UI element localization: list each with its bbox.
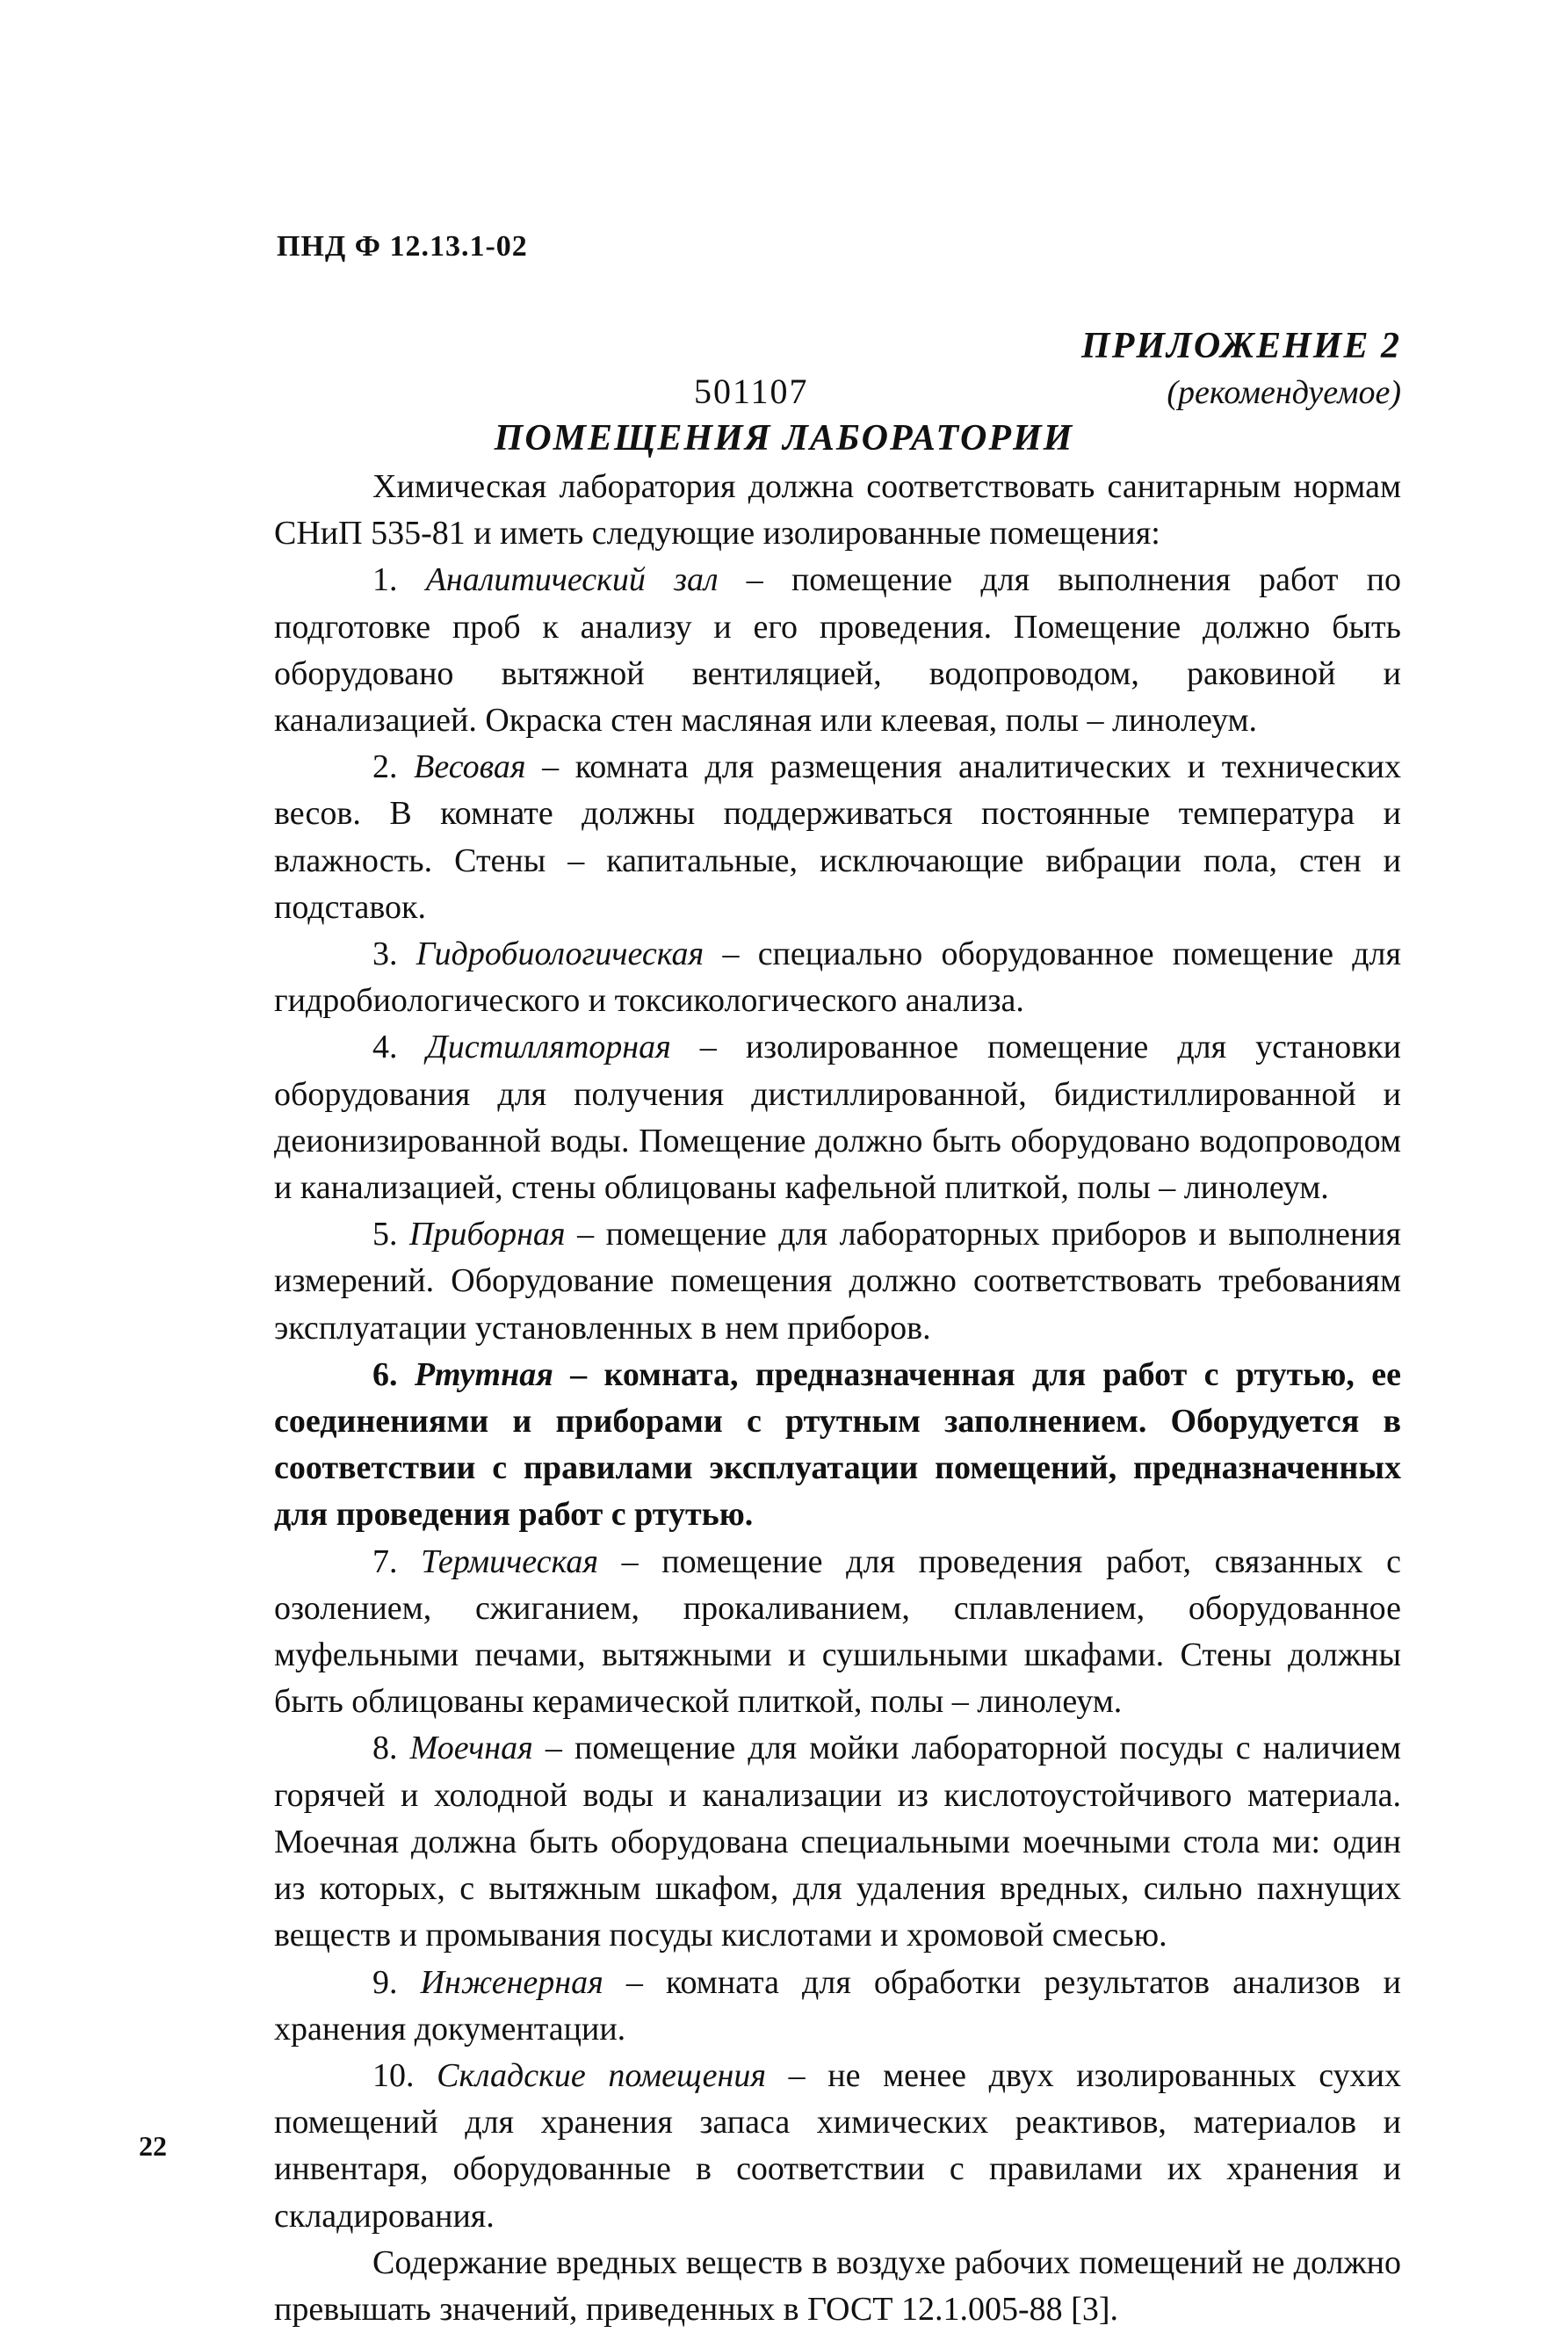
document-body: [274, 464, 1401, 2333]
room-item-3: [274, 931, 1401, 1024]
document-code: ПНД Ф 12.13.1-02: [277, 230, 528, 263]
room-description: – не менее двух изолированных сухих помещений для хранения запаса химических реактивов, материалов и инвентаря, оборудованные в соответствии с правилами их хранения и складирования.: [274, 2056, 1401, 2235]
room-description: – комната для размещения аналитических и технических весов. В комнате должны поддерживаться постоянные температура и влажность. Стены – капитальные, исключающие вибрации пола, стен и подставок.: [274, 748, 1401, 926]
appendix-title: ПРИЛОЖЕНИЕ 2: [1081, 326, 1401, 366]
room-item-5: [274, 1211, 1401, 1352]
room-description: – комната для обработки результатов анализов и хранения документации.: [274, 1963, 1402, 2048]
room-item-2: [274, 744, 1401, 931]
room-term: Весовая: [414, 748, 526, 786]
room-term: Приборная: [409, 1216, 566, 1253]
room-item-6: [274, 1352, 1401, 1539]
closing-paragraph: Содержание вредных веществ в воздухе рабочих помещений не должно превышать значений, приведенных в ГОСТ 12.1.005-88 [3].: [274, 2243, 1401, 2328]
room-description: – помещение для лабораторных приборов и выполнения измерений. Оборудование помещения должно соответствовать требованиям эксплуатации установленных в нем приборов.: [274, 1216, 1401, 1347]
intro-paragraph: Химическая лаборатория должна соответствовать санитарным нормам СНиП 535-81 и иметь следующие изолированные помещения:: [274, 468, 1401, 553]
room-number: 5.: [372, 1216, 398, 1253]
room-number: 10.: [372, 2056, 415, 2094]
room-item-7: [274, 1539, 1401, 1726]
room-number: 3.: [372, 935, 398, 973]
room-item-1: [274, 557, 1401, 744]
room-number: 9.: [372, 1963, 398, 2001]
section-title: ПОМЕЩЕНИЯ ЛАБОРАТОРИИ: [494, 418, 1074, 459]
room-description: – помещение для выполнения работ по подготовке проб к анализу и его проведения. Помещение должно быть оборудовано вытяжной вентиляцией, водопроводом, раковиной и канализацией. Окраска стен масляная или клеевая, полы – линолеум.: [274, 561, 1402, 740]
room-term: Инженерная: [420, 1963, 603, 2001]
page-number: 22: [139, 2130, 167, 2162]
room-number: 6.: [372, 1355, 398, 1393]
room-number: 8.: [372, 1730, 398, 1767]
room-term: Гидробиологическая: [415, 935, 705, 973]
room-number: 7.: [372, 1542, 398, 1580]
room-term: Ртутная: [414, 1355, 553, 1393]
room-description: – изолированное помещение для установки оборудования для получения дистиллированной, бидистиллированной и деионизированной воды. Помещение должно быть оборудовано водопроводом и канализацией, стены облицованы кафельной плиткой, полы – линолеум.: [274, 1029, 1402, 1207]
room-description: – помещение для мойки лабораторной посуды с наличием горячей и холодной воды и канализации из кислотоустойчивого материала. Моечная должна быть оборудована специальными моечными стола ми: один из которых, с вытяжным шкафом, для удаления вредных, сильно пахнущих веществ и промывания посуды кислотами и хромовой смесью.: [274, 1730, 1401, 1954]
room-number: 1.: [372, 561, 398, 599]
appendix-note: (рекомендуемое): [1167, 374, 1401, 411]
room-item-9: [274, 1960, 1401, 2053]
room-term: Дистилляторная: [426, 1029, 671, 1066]
room-term: Складские помещения: [437, 2056, 767, 2094]
room-number: 2.: [372, 748, 398, 786]
room-term: Термическая: [421, 1542, 598, 1580]
room-number: 4.: [372, 1029, 398, 1066]
document-number: 501107: [694, 372, 809, 411]
room-description: – помещение для проведения работ, связанных с озолением, сжиганием, прокаливанием, сплавлением, оборудованное муфельными печами, вытяжными и сушильными шкафами. Стены должны быть облицованы керамической плиткой, полы – линолеум.: [274, 1542, 1401, 1721]
room-item-8: [274, 1725, 1401, 1959]
room-term: Аналитический зал: [425, 561, 719, 599]
room-item-10: [274, 2053, 1401, 2240]
room-item-4: [274, 1024, 1401, 1211]
room-term: Моечная: [409, 1730, 533, 1767]
room-description: – специально оборудованное помещение для гидробиологического и токсикологического анализа.: [274, 935, 1401, 1020]
room-description: – комната, предназначенная для работ с ртутью, ее соединениями и приборами с ртутным заполнением. Оборудуется в соответствии с правилами эксплуатации помещений, предназначенных для проведения работ с ртутью.: [274, 1355, 1401, 1534]
